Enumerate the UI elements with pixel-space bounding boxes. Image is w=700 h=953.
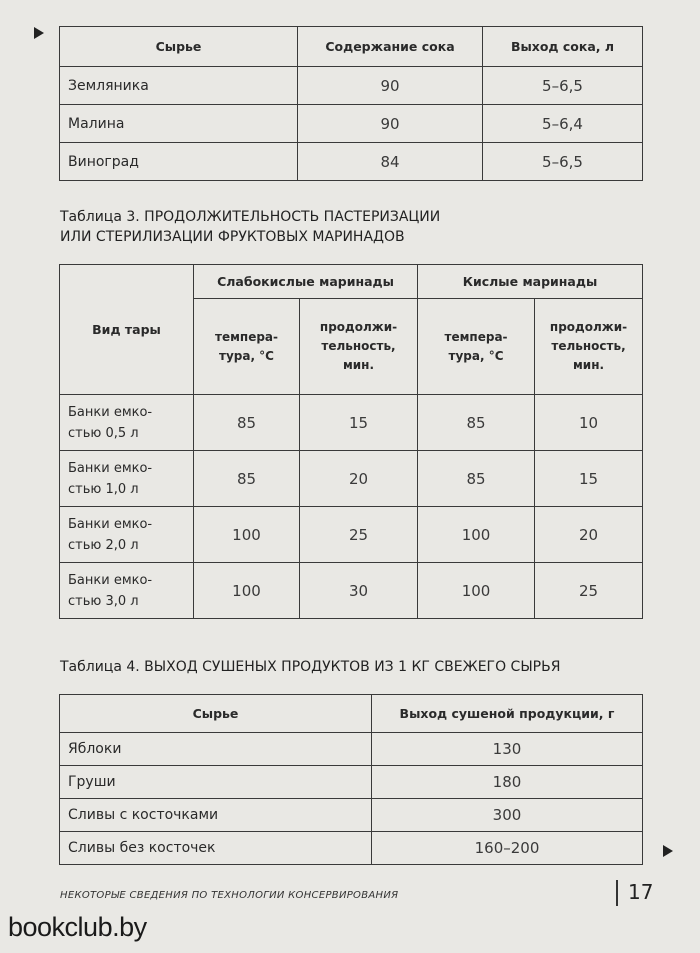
cell-container: Банки емко- стью 0,5 л [60,395,194,451]
cell-raw: Яблоки [60,733,372,766]
cell-value: 15 [300,395,418,451]
table-row [60,67,643,105]
cell-value: 85 [194,451,300,507]
juice-table [59,26,643,181]
header-weak-acid: Слабокислые маринады [194,265,418,299]
cell-value: 100 [194,507,300,563]
table-row [60,507,643,563]
table-row [60,832,643,865]
cell-value: 100 [194,563,300,619]
cell-value: 10 [535,395,643,451]
header-raw: Сырье [60,695,372,733]
table-row [60,143,643,181]
table-row [60,766,643,799]
header-raw: Сырье [60,27,298,67]
table3-caption [60,207,440,247]
page-number: 17 [628,880,654,904]
table-row [60,799,643,832]
cell-value: 15 [535,451,643,507]
cell-container: Банки емко- стью 1,0 л [60,451,194,507]
dried-products-table [59,694,643,865]
cell-value: 20 [300,451,418,507]
table3-caption-line1: Таблица 3. ПРОДОЛЖИТЕЛЬНОСТЬ ПАСТЕРИЗАЦИИ [60,209,441,225]
arrow-right-icon [34,27,44,39]
header-acid: Кислые маринады [418,265,643,299]
watermark: bookclub.by [8,912,147,942]
cell-content: 90 [298,105,483,143]
arrow-right-icon [663,845,673,857]
header-container-type: Вид тары [60,265,194,395]
cell-yield: 5–6,4 [483,105,643,143]
header-duration: продолжи- тельность, мин. [300,299,418,395]
cell-raw: Груши [60,766,372,799]
cell-content: 90 [298,67,483,105]
table4-caption: Таблица 4. ВЫХОД СУШЕНЫХ ПРОДУКТОВ ИЗ 1 КГ СВЕЖЕГО СЫРЬЯ [60,659,561,675]
cell-value: 25 [300,507,418,563]
cell-value: 85 [418,395,535,451]
table3-caption-line2: ИЛИ СТЕРИЛИЗАЦИИ ФРУКТОВЫХ МАРИНАДОВ [60,229,405,245]
cell-value: 20 [535,507,643,563]
footer-divider [616,880,618,906]
table-row [60,395,643,451]
cell-yield: 130 [372,733,643,766]
table-row [60,563,643,619]
cell-value: 100 [418,563,535,619]
cell-yield: 160–200 [372,832,643,865]
cell-raw: Сливы с косточками [60,799,372,832]
cell-yield: 5–6,5 [483,67,643,105]
cell-value: 100 [418,507,535,563]
header-juice-yield: Выход сока, л [483,27,643,67]
cell-yield: 300 [372,799,643,832]
marinade-table [59,264,643,619]
header-duration: продолжи- тельность, мин. [535,299,643,395]
cell-value: 25 [535,563,643,619]
cell-value: 30 [300,563,418,619]
cell-raw: Земляника [60,67,298,105]
table-row [60,733,643,766]
cell-yield: 5–6,5 [483,143,643,181]
header-dried-yield: Выход сушеной продукции, г [372,695,643,733]
cell-raw: Малина [60,105,298,143]
cell-container: Банки емко- стью 3,0 л [60,563,194,619]
cell-container: Банки емко- стью 2,0 л [60,507,194,563]
header-juice-content: Содержание сока [298,27,483,67]
running-title: НЕКОТОРЫЕ СВЕДЕНИЯ ПО ТЕХНОЛОГИИ КОНСЕРВИРОВАНИЯ [60,890,399,901]
table-row [60,451,643,507]
cell-value: 85 [194,395,300,451]
header-temperature: темпера- тура, °С [418,299,535,395]
cell-yield: 180 [372,766,643,799]
header-temperature: темпера- тура, °С [194,299,300,395]
table-row [60,105,643,143]
cell-raw: Виноград [60,143,298,181]
cell-raw: Сливы без косточек [60,832,372,865]
cell-value: 85 [418,451,535,507]
cell-content: 84 [298,143,483,181]
